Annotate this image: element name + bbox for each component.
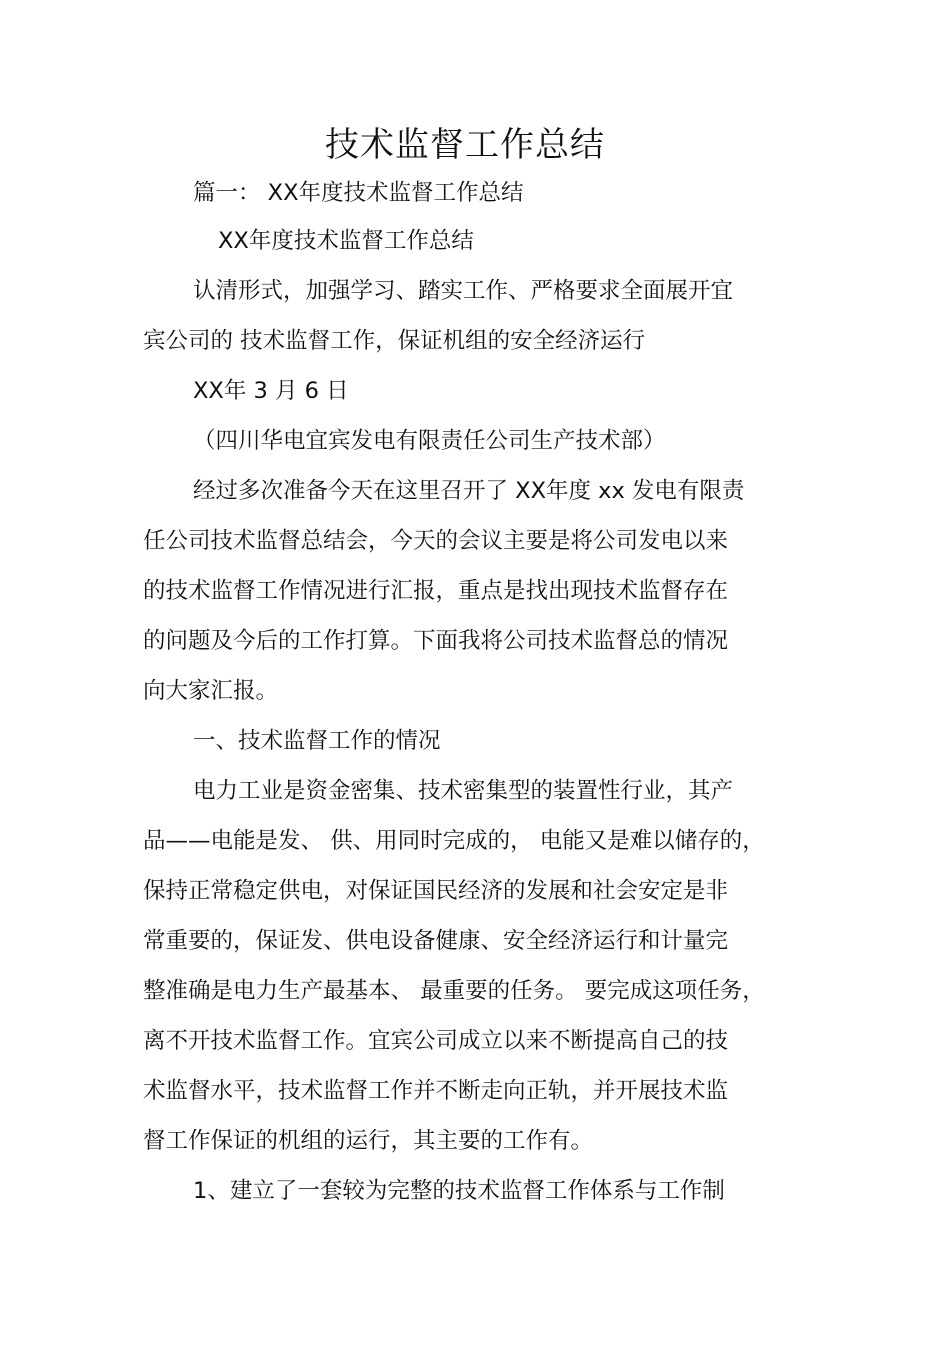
subtitle-year-summary: XX年度技术监督工作总结: [218, 228, 474, 254]
theme-line-1: 认清形式，加强学习、踏实工作、严格要求全面展开宜: [193, 278, 734, 304]
paragraph-1-line-2: 任公司技术监督总结会，今天的会议主要是将公司发电以来: [143, 528, 729, 554]
paragraph-2-line-7: 术监督水平，技术监督工作并不断走向正轨，并开展技术监: [143, 1078, 729, 1104]
paragraph-1-line-4: 的问题及今后的工作打算。下面我将公司技术监督总的情况: [143, 628, 729, 654]
list-item-1: 1、建立了一套较为完整的技术监督工作体系与工作制: [193, 1178, 725, 1204]
paragraph-2-line-1: 电力工业是资金密集、技术密集型的装置性行业，其产: [193, 778, 734, 804]
section-heading-1: 一、技术监督工作的情况: [193, 728, 441, 754]
paragraph-1-line-1: 经过多次准备今天在这里召开了 XX年度 xx 发电有限责: [193, 478, 745, 504]
document-department: （四川华电宜宾发电有限责任公司生产技术部）: [193, 428, 666, 454]
paragraph-2-line-2: 品——电能是发、 供、用同时完成的， 电能又是难以储存的，: [143, 828, 765, 854]
document-date: XX年 3 月 6 日: [193, 378, 349, 404]
paragraph-1-line-3: 的技术监督工作情况进行汇报，重点是找出现技术监督存在: [143, 578, 729, 604]
paragraph-2-line-4: 常重要的，保证发、供电设备健康、安全经济运行和计量完: [143, 928, 729, 954]
paragraph-2-line-8: 督工作保证的机组的运行，其主要的工作有。: [143, 1128, 594, 1154]
theme-line-2: 宾公司的 技术监督工作，保证机组的安全经济运行: [143, 328, 646, 354]
paragraph-2-line-5: 整准确是电力生产最基本、 最重要的任务。 要完成这项任务，: [143, 978, 765, 1004]
paragraph-1-line-5: 向大家汇报。: [143, 678, 279, 704]
document-title: 技术监督工作总结: [325, 125, 605, 165]
subtitle-article-one: 篇一： XX年度技术监督工作总结: [193, 180, 524, 206]
paragraph-2-line-3: 保持正常稳定供电，对保证国民经济的发展和社会安定是非: [143, 878, 729, 904]
paragraph-2-line-6: 离不开技术监督工作。宜宾公司成立以来不断提高自己的技: [143, 1028, 729, 1054]
